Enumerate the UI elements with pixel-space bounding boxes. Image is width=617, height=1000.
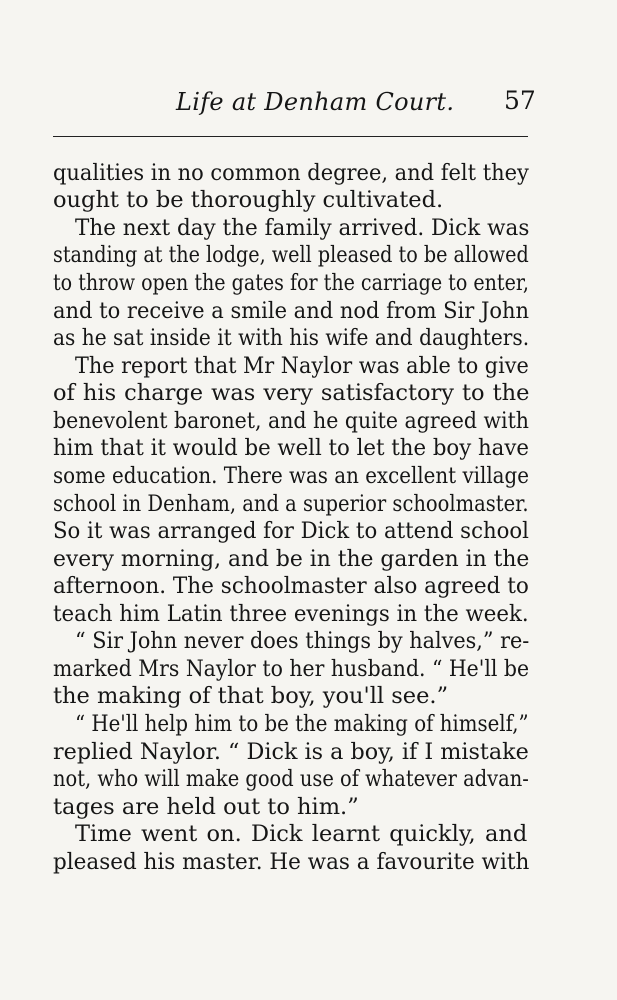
text-line: benevolent baronet, and he quite agreed with [53, 408, 529, 434]
text-line: So it was arranged for Dick to attend school [53, 518, 529, 544]
text-line: The report that Mr Naylor was able to give [75, 353, 529, 379]
text-line: tages are held out to him.” [53, 794, 359, 820]
text-line: pleased his master. He was a favourite with [53, 849, 530, 875]
text-line: every morning, and be in the garden in the [53, 546, 530, 572]
text-line: of his charge was very satisfactory to the [53, 380, 530, 406]
running-title: Life at Denham Court. [176, 88, 455, 116]
text-line: standing at the lodge, well pleased to be allowed [53, 242, 529, 268]
text-line: ought to be thoroughly cultivated. [53, 187, 444, 213]
text-line: to throw open the gates for the carriage to enter, [53, 270, 529, 296]
text-line: “ He'll help him to be the making of himself,” [75, 711, 529, 737]
text-line: teach him Latin three evenings in the week. [53, 601, 529, 627]
text-line: marked Mrs Naylor to her husband. “ He'll be [53, 656, 530, 682]
text-line: The next day the family arrived. Dick was [75, 215, 530, 241]
text-line: some education. There was an excellent village [53, 463, 529, 489]
text-line: afternoon. The schoolmaster also agreed to [53, 573, 529, 599]
text-line: replied Naylor. “ Dick is a boy, if I mistake [53, 739, 529, 765]
text-line: school in Denham, and a superior schoolmaster. [53, 491, 529, 517]
text-line: as he sat inside it with his wife and daughters. [53, 325, 530, 351]
text-line: Time went on. Dick learnt quickly, and [75, 821, 528, 847]
header-rule [53, 136, 528, 137]
text-line: “ Sir John never does things by halves,” re- [75, 628, 530, 654]
text-line: him that it would be well to let the boy have [53, 435, 529, 461]
page-number: 57 [504, 86, 536, 115]
text-line: qualities in no common degree, and felt they [53, 160, 529, 186]
text-line: the making of that boy, you'll see.” [53, 683, 449, 709]
text-line: not, who will make good use of whatever advan- [53, 766, 529, 792]
text-line: and to receive a smile and nod from Sir John [53, 298, 530, 324]
